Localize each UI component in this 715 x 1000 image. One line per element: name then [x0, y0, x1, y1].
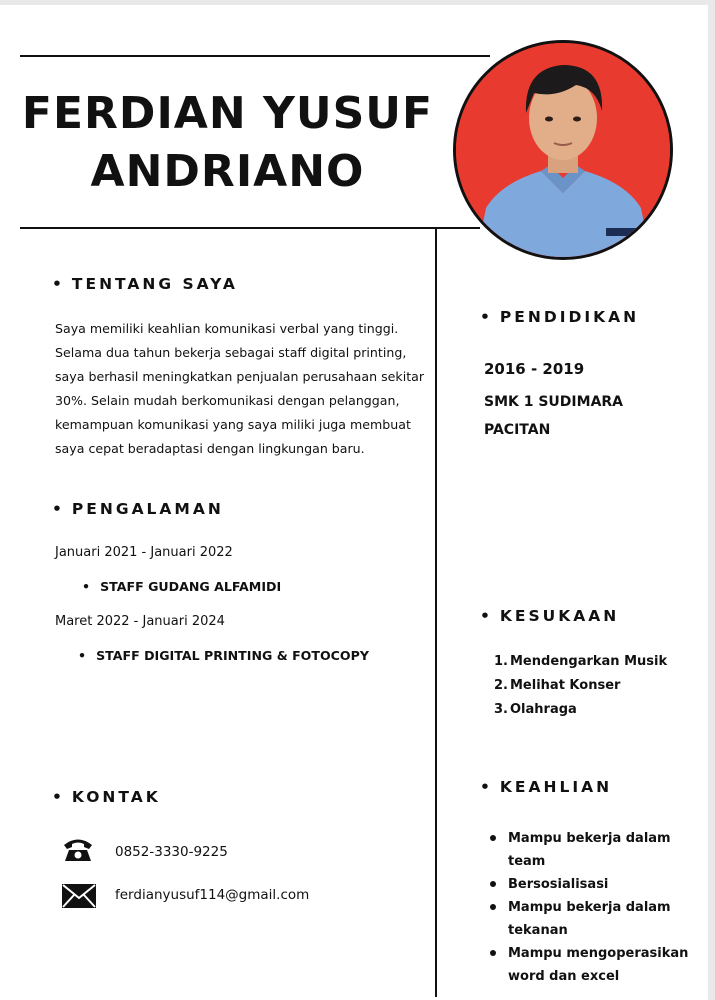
phone-icon — [62, 836, 94, 866]
header-divider — [20, 227, 480, 229]
bullet-icon: • — [78, 648, 87, 663]
bullet-icon: • — [480, 308, 490, 326]
list-item: Mampu bekerja dalam tekanan — [488, 896, 688, 942]
contact-heading: • KONTAK — [52, 788, 161, 806]
education-heading: • PENDIDIKAN — [480, 308, 640, 326]
hobbies-heading: • KESUKAAN — [480, 607, 620, 625]
full-name — [0, 85, 455, 201]
envelope-icon — [62, 884, 96, 912]
list-item: Bersosialisasi — [488, 873, 688, 896]
education-location: PACITAN — [484, 422, 551, 438]
column-divider — [435, 227, 437, 997]
about-text: Saya memiliki keahlian komunikasi verbal yang tinggi. Selama dua tahun bekerja sebagai staff digital printing, saya berhasil meningkatkan penjualan perusahaan sekitar 30%. Selain mudah berkomunikasi dengan pelanggan, kemampuan komunikasi yang saya miliki juga membuat saya cepat beradaptasi dengan lingkungan baru. — [55, 321, 425, 456]
experience-heading: • PENGALAMAN — [52, 500, 224, 518]
skills-list — [488, 827, 708, 988]
resume-page — [0, 5, 708, 1000]
email-address: ferdianyusuf114@gmail.com — [115, 887, 310, 903]
top-divider — [20, 55, 490, 57]
bullet-icon: • — [480, 607, 490, 625]
profile-photo — [453, 40, 673, 260]
experience-role-2: • STAFF DIGITAL PRINTING & FOTOCOPY — [78, 648, 369, 663]
bullet-icon: • — [52, 788, 62, 806]
experience-role-1: • STAFF GUDANG ALFAMIDI — [82, 579, 282, 594]
education-years: 2016 - 2019 — [484, 360, 585, 378]
name-line-2: ANDRIANO — [90, 146, 365, 197]
phone-number: 0852-3330-9225 — [115, 844, 228, 860]
bullet-icon: • — [82, 579, 91, 594]
bullet-icon: • — [480, 778, 490, 796]
bullet-icon: • — [52, 500, 62, 518]
list-item: 1. Mendengarkan Musik — [494, 654, 668, 669]
list-item: Mampu bekerja dalam team — [488, 827, 688, 873]
name-line-1: FERDIAN YUSUF — [21, 88, 434, 139]
skills-heading: • KEAHLIAN — [480, 778, 613, 796]
list-item: 2. Melihat Konser — [494, 678, 621, 693]
experience-period-2: Maret 2022 - Januari 2024 — [55, 614, 225, 629]
education-school: SMK 1 SUDIMARA — [484, 394, 624, 410]
bullet-icon: • — [52, 275, 62, 293]
hobbies-list — [484, 650, 667, 722]
experience-period-1: Januari 2021 - Januari 2022 — [55, 545, 233, 560]
about-heading: • TENTANG SAYA — [52, 275, 238, 293]
list-item: Mampu mengoperasikan word dan excel — [488, 942, 708, 988]
portrait-illustration — [456, 43, 670, 257]
list-item: 3. Olahraga — [494, 702, 577, 717]
